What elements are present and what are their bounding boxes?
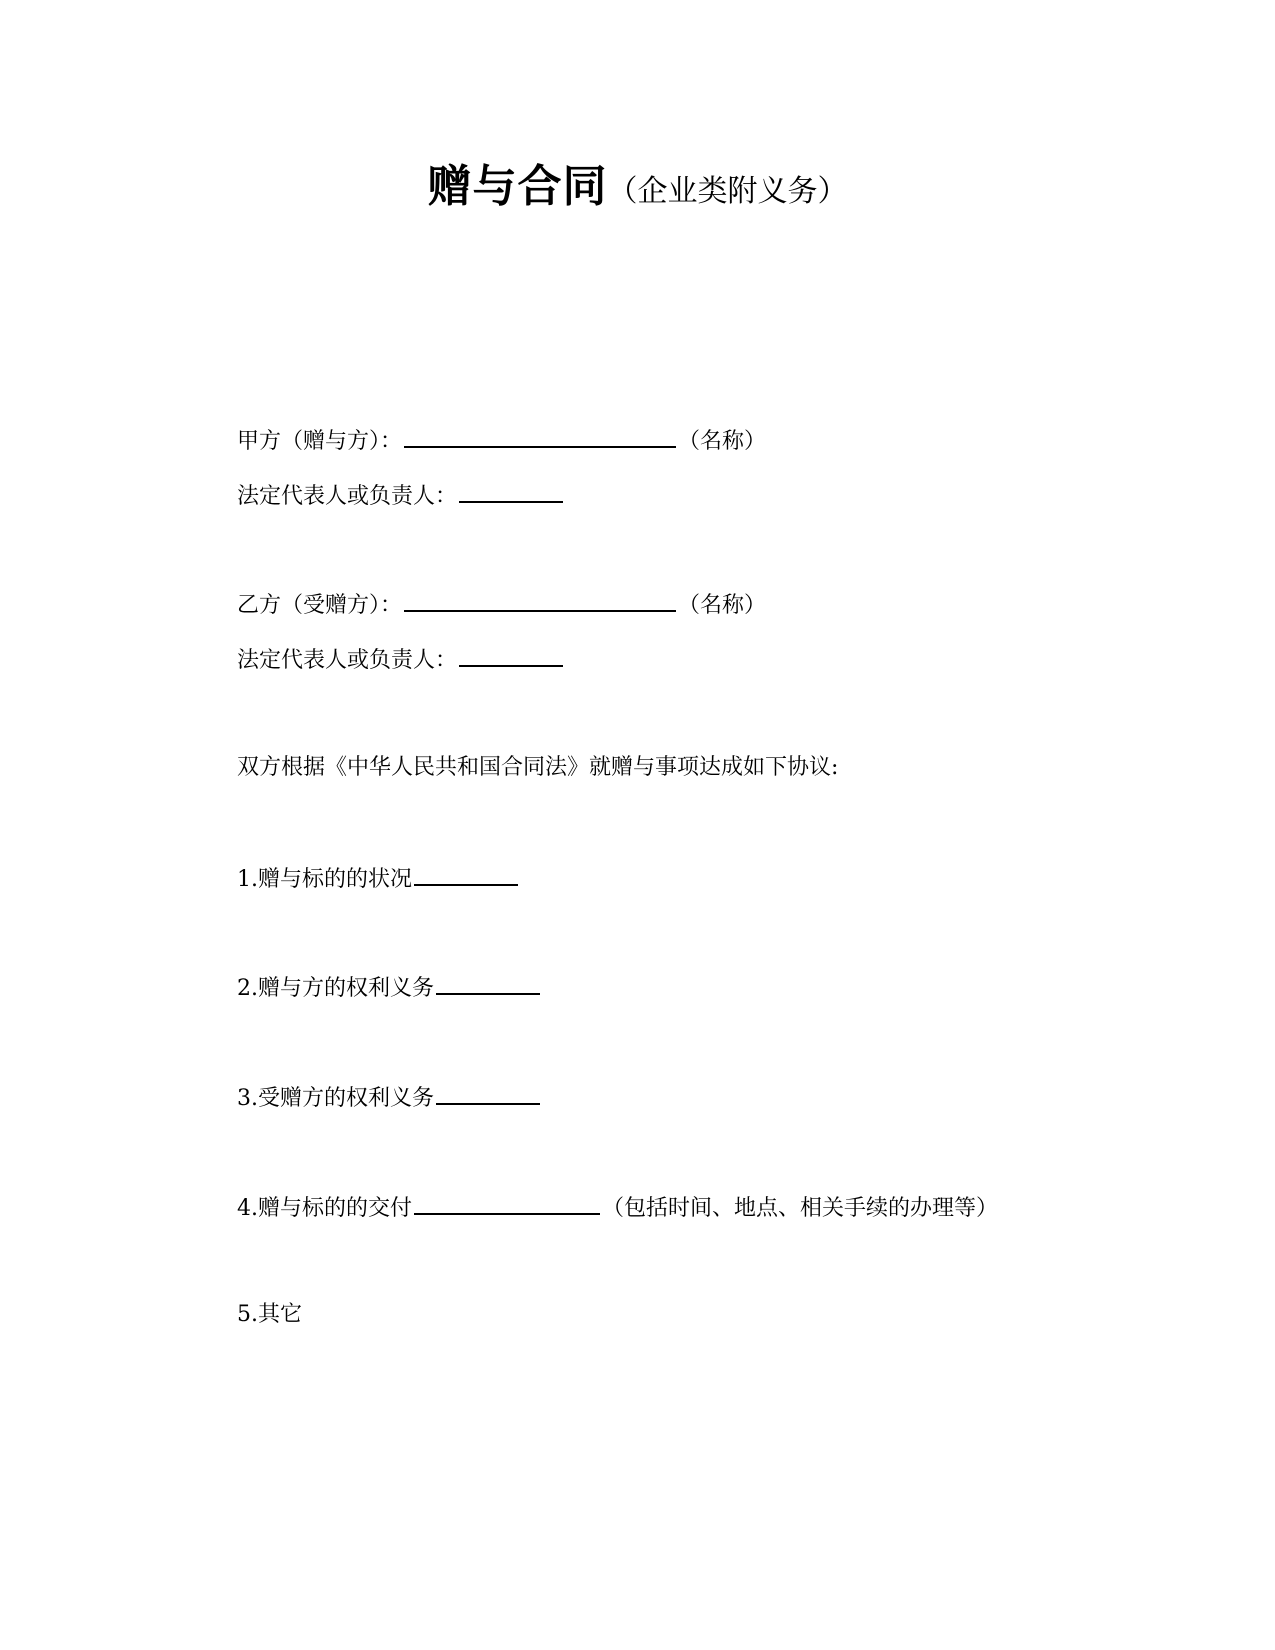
- document-title: [0, 150, 1275, 214]
- party-b-rep-label: 法定代表人或负责人：: [237, 648, 458, 673]
- clause-note: （包括时间、地点、相关手续的办理等）: [602, 1196, 999, 1221]
- clause-item: [237, 971, 542, 1004]
- clause-item: [237, 1081, 542, 1114]
- party-b-line: [237, 588, 766, 621]
- clause-text: 5.其它: [237, 1302, 302, 1327]
- clause-blank: [436, 1081, 540, 1105]
- title-main: 赠与合同: [427, 161, 608, 212]
- party-a-name-blank: [404, 424, 676, 448]
- party-a-rep-label: 法定代表人或负责人：: [237, 484, 458, 509]
- clause-item: [237, 1300, 302, 1330]
- party-b-name-blank: [404, 588, 676, 612]
- clause-item: [237, 862, 520, 895]
- party-a-rep-blank: [459, 479, 563, 503]
- clause-blank: [414, 862, 518, 886]
- party-b-rep-blank: [459, 643, 563, 667]
- party-b-label: 乙方（受赠方）：: [237, 593, 403, 618]
- party-b-rep-line: [237, 643, 565, 676]
- title-subtitle: （企业类附义务）: [607, 174, 848, 209]
- clause-text: 2.赠与方的权利义务: [237, 976, 434, 1001]
- party-a-suffix: （名称）: [678, 429, 767, 454]
- party-b-suffix: （名称）: [678, 593, 767, 618]
- clause-text: 3.受赠方的权利义务: [237, 1086, 434, 1111]
- clause-text: 1.赠与标的的状况: [237, 867, 412, 892]
- clause-item: [237, 1191, 998, 1224]
- clause-blank: [414, 1191, 600, 1215]
- party-a-label: 甲方（赠与方）：: [237, 429, 403, 454]
- clause-blank: [436, 971, 540, 995]
- party-a-line: [237, 424, 766, 457]
- clause-text: 4.赠与标的的交付: [237, 1196, 412, 1221]
- party-a-rep-line: [237, 479, 565, 512]
- agreement-intro: 双方根据《中华人民共和国合同法》就赠与事项达成如下协议:: [237, 755, 839, 780]
